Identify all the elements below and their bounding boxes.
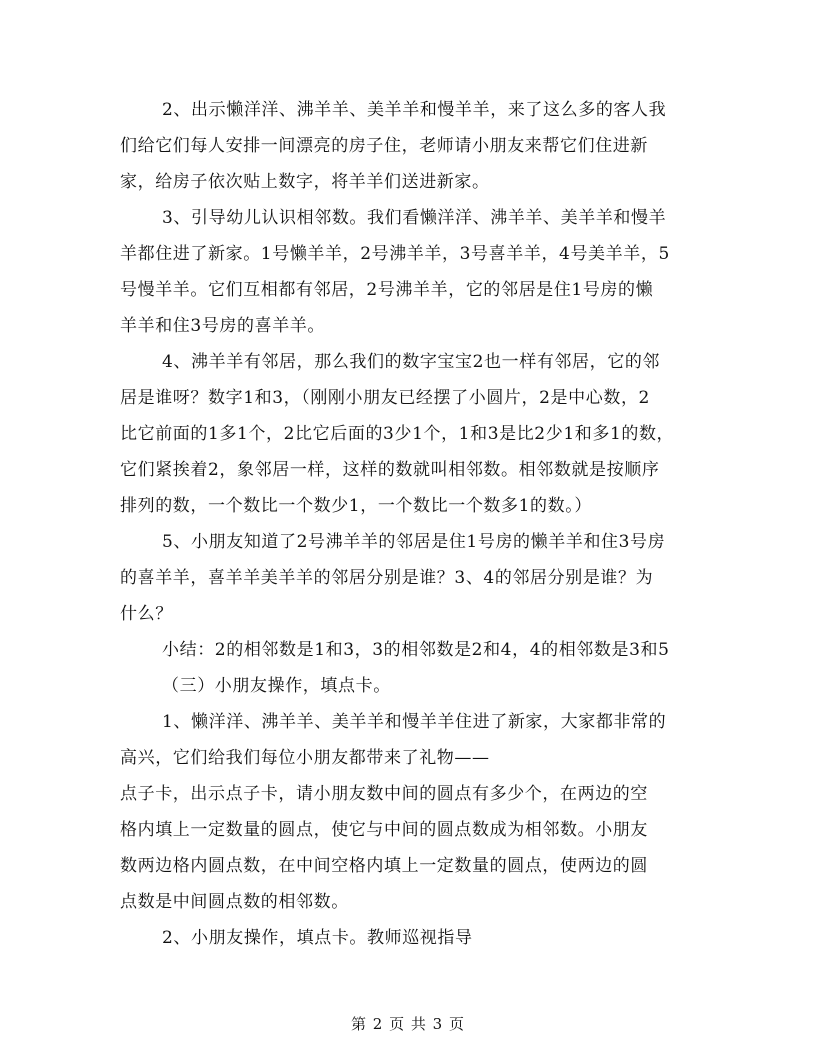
text-line: 点子卡，出示点子卡，请小朋友数中间的圆点有多少个，在两边的空	[120, 784, 648, 804]
section-heading: （三）小朋友操作，填点卡。	[162, 676, 391, 696]
text-line: 2、出示懒洋洋、沸羊羊、美羊羊和慢羊羊，来了这么多的客人我	[162, 100, 667, 120]
text-line: 1、懒洋洋、沸羊羊、美羊羊和慢羊羊住进了新家，大家都非常的	[162, 712, 667, 732]
text-line: 居是谁呀？数字1和3，（刚刚小朋友已经摆了小圆片，2是中心数，2	[120, 388, 650, 408]
text-line: 高兴，它们给我们每位小朋友都带来了礼物——	[120, 748, 490, 768]
text-line: 排列的数，一个数比一个数少1，一个数比一个数多1的数。）	[120, 496, 592, 516]
text-line: 什么？	[120, 604, 173, 624]
text-line: 2、小朋友操作，填点卡。教师巡视指导	[162, 928, 473, 948]
page-number-footer: 第 2 页 共 3 页	[351, 1015, 465, 1033]
text-line: 比它前面的1多1个，2比它后面的3少1个，1和3是比2少1和多1的数，	[120, 424, 675, 444]
text-line: 它们紧挨着2，象邻居一样，这样的数就叫相邻数。相邻数就是按顺序	[120, 460, 660, 480]
text-line: 5、小朋友知道了2号沸羊羊的邻居是住1号房的懒羊羊和住3号房	[162, 532, 666, 552]
text-line: 们给它们每人安排一间漂亮的房子住，老师请小朋友来帮它们住进新	[120, 136, 648, 156]
text-line: 格内填上一定数量的圆点，使它与中间的圆点数成为相邻数。小朋友	[120, 820, 648, 840]
text-line: 号慢羊羊。它们互相都有邻居，2号沸羊羊，它的邻居是住1号房的懒	[120, 280, 654, 300]
text-line: 数两边格内圆点数，在中间空格内填上一定数量的圆点，使两边的圆	[120, 856, 648, 876]
text-line: 家，给房子依次贴上数字，将羊羊们送进新家。	[120, 172, 490, 192]
text-line: 3、引导幼儿认识相邻数。我们看懒洋洋、沸羊羊、美羊羊和慢羊	[162, 208, 667, 228]
text-line: 点数是中间圆点数的相邻数。	[120, 892, 349, 912]
summary-line: 小结：2的相邻数是1和3，3的相邻数是2和4，4的相邻数是3和5	[162, 640, 670, 660]
text-line: 羊都住进了新家。1号懒羊羊，2号沸羊羊，3号喜羊羊，4号美羊羊，5	[120, 244, 670, 264]
text-line: 羊羊和住3号房的喜羊羊。	[120, 316, 326, 336]
text-line: 的喜羊羊，喜羊羊美羊羊的邻居分别是谁？3、4的邻居分别是谁？为	[120, 568, 654, 588]
text-line: 4、沸羊羊有邻居，那么我们的数字宝宝2也一样有邻居，它的邻	[162, 352, 661, 372]
